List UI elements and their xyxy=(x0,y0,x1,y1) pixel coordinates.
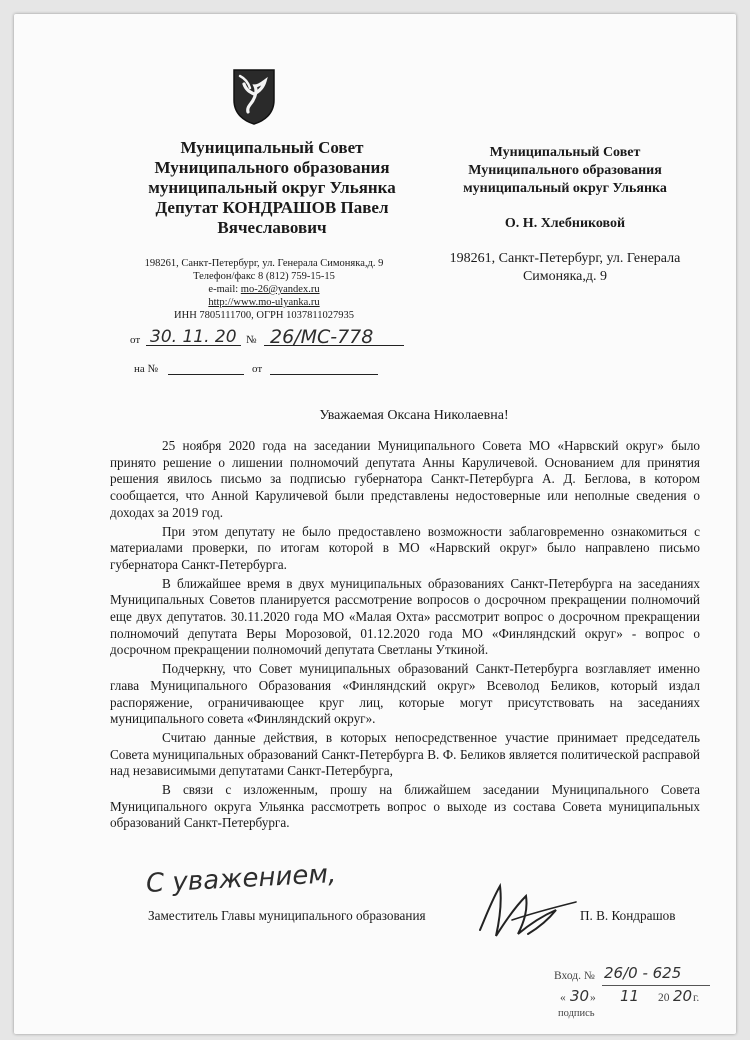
recipient-org-line: Муниципальный Совет xyxy=(489,145,641,160)
signer-position: Заместитель Главы муниципального образования xyxy=(148,908,426,923)
incoming-day-handwritten: 30 xyxy=(570,987,590,1005)
sender-contacts xyxy=(114,257,414,322)
salutation: Уважаемая Оксана Николаевна! xyxy=(319,408,509,423)
incoming-number-handwritten: 26/0 - 625 xyxy=(604,964,682,982)
date-handwritten: 30. 11. 20 xyxy=(150,327,237,347)
number-handwritten: 26/МС-778 xyxy=(270,326,374,348)
year-suffix: г. xyxy=(693,992,700,1004)
number-label: № xyxy=(246,334,257,346)
quote-close: » xyxy=(590,992,596,1004)
body-paragraph: При этом депутату не было предоставлено возможности заблаговременно ознакомиться с материалами проверки, по итогам которой в МО «Нарвский округ» было направлено письмо губернатора Санкт-Петербурга. xyxy=(110,523,700,572)
sender-inn-ogrn: ИНН 7805111700, ОГРН 1037811027935 xyxy=(174,310,354,321)
sender-org-line: Муниципального образования xyxy=(154,158,390,177)
recipient-org-line: муниципальный округ Ульянка xyxy=(463,181,667,196)
regards-handwritten: С уважением, xyxy=(145,859,337,899)
recipient-address-line: Симоняка,д. 9 xyxy=(522,269,608,284)
letter-page xyxy=(14,14,736,1034)
to-number-blank xyxy=(168,374,244,375)
letter-body xyxy=(110,438,700,834)
sender-email-row xyxy=(114,283,414,296)
incoming-month-handwritten: 11 xyxy=(620,987,640,1005)
sender-deputy-line: Вячеславович xyxy=(217,218,327,237)
body-paragraph: Подчеркну, что Совет муниципальных образований Санкт-Петербурга возглавляет именно глава Муниципального Образования «Финляндский округ» Всеволод Беликов, который издал распоряжение, ограничивающее круг лиц, которые могут присутствовать на заседаниях муниципального совета «Финляндский округ». xyxy=(110,661,700,727)
body-paragraph: Считаю данные действия, в которых непосредственное участие принимает председатель Совета муниципальных образований Санкт-Петербурга В. Ф. Беликов является политической расправой над независимыми депутатами Санкт-Петербурга, xyxy=(110,729,700,779)
stamp-signature-label: подпись xyxy=(558,1008,595,1019)
coat-of-arms-icon xyxy=(230,66,278,126)
recipient-org xyxy=(434,144,696,198)
to-date-blank xyxy=(270,374,378,375)
incoming-year-handwritten: 20 xyxy=(673,987,693,1005)
incoming-reference xyxy=(124,358,414,376)
to-date-label: от xyxy=(252,363,263,375)
email-label: e-mail: xyxy=(208,284,239,295)
body-paragraph: В ближайшее время в двух муниципальных образованиях Санкт-Петербурга на заседаниях Муниципальных Советов планируется рассмотрение вопросов о досрочном прекращении полномочий еще двух депутатов. 30.11.2020 года МО «Малая Охта» рассмотрит вопрос о досрочном прекращении полномочий депутата Веры Морозовой, 01.12.2020 года МО «Финляндский округ» - вопрос о досрочном прекращении полномочий депутата Светланы Уткиной. xyxy=(110,575,700,658)
date-label: от xyxy=(130,334,141,346)
signature-image xyxy=(472,876,582,948)
recipient-address-line: 198261, Санкт-Петербург, ул. Генерала xyxy=(449,251,681,266)
sender-phone: Телефон/факс 8 (812) 759-15-15 xyxy=(193,271,335,282)
sender-org-line: Муниципальный Совет xyxy=(180,138,364,157)
sender-website-link[interactable]: http://www.mo-ulyanka.ru xyxy=(208,297,320,308)
recipient-org-line: Муниципального образования xyxy=(468,163,662,178)
outgoing-reference xyxy=(124,324,414,348)
recipient-address xyxy=(419,250,711,286)
recipient-name: О. Н. Хлебниковой xyxy=(504,216,626,231)
year-prefix: 20 xyxy=(658,992,670,1004)
body-paragraph: 25 ноября 2020 года на заседании Муниципального Совета МО «Нарвский округ» было принято решение о лишении полномочий депутата Анны Каруличевой. Основанием для принятия решения явилось письмо за подписью губернатора Санкт-Петербурга А. Д. Беглова, в котором сообщается, что Анной Каруличевой были представлены недостоверные или неполные сведения о доходах за 2019 год. xyxy=(110,438,700,520)
sender-email-link[interactable]: mo-26@yandex.ru xyxy=(240,284,320,295)
incoming-number-underline xyxy=(602,985,710,986)
incoming-stamp xyxy=(552,964,714,1024)
signer-name: П. В. Кондрашов xyxy=(580,908,676,923)
incoming-number-label: Вход. № xyxy=(554,970,595,982)
body-paragraph: В связи с изложенным, прошу на ближайшем заседании Муниципального Совета Муниципального округа Ульянка рассмотреть вопрос о выходе из состава Совета муниципальных образований Санкт-Петербурга. xyxy=(110,782,700,831)
sender-address: 198261, Санкт-Петербург, ул. Генерала Симоняка,д. 9 xyxy=(144,258,384,269)
sender-org-line: муниципальный округ Ульянка xyxy=(148,178,396,197)
sender-deputy-line: Депутат КОНДРАШОВ Павел xyxy=(155,198,389,217)
quote-open: « xyxy=(560,992,566,1004)
to-number-label: на № xyxy=(134,363,159,375)
sender-letterhead xyxy=(122,138,422,238)
